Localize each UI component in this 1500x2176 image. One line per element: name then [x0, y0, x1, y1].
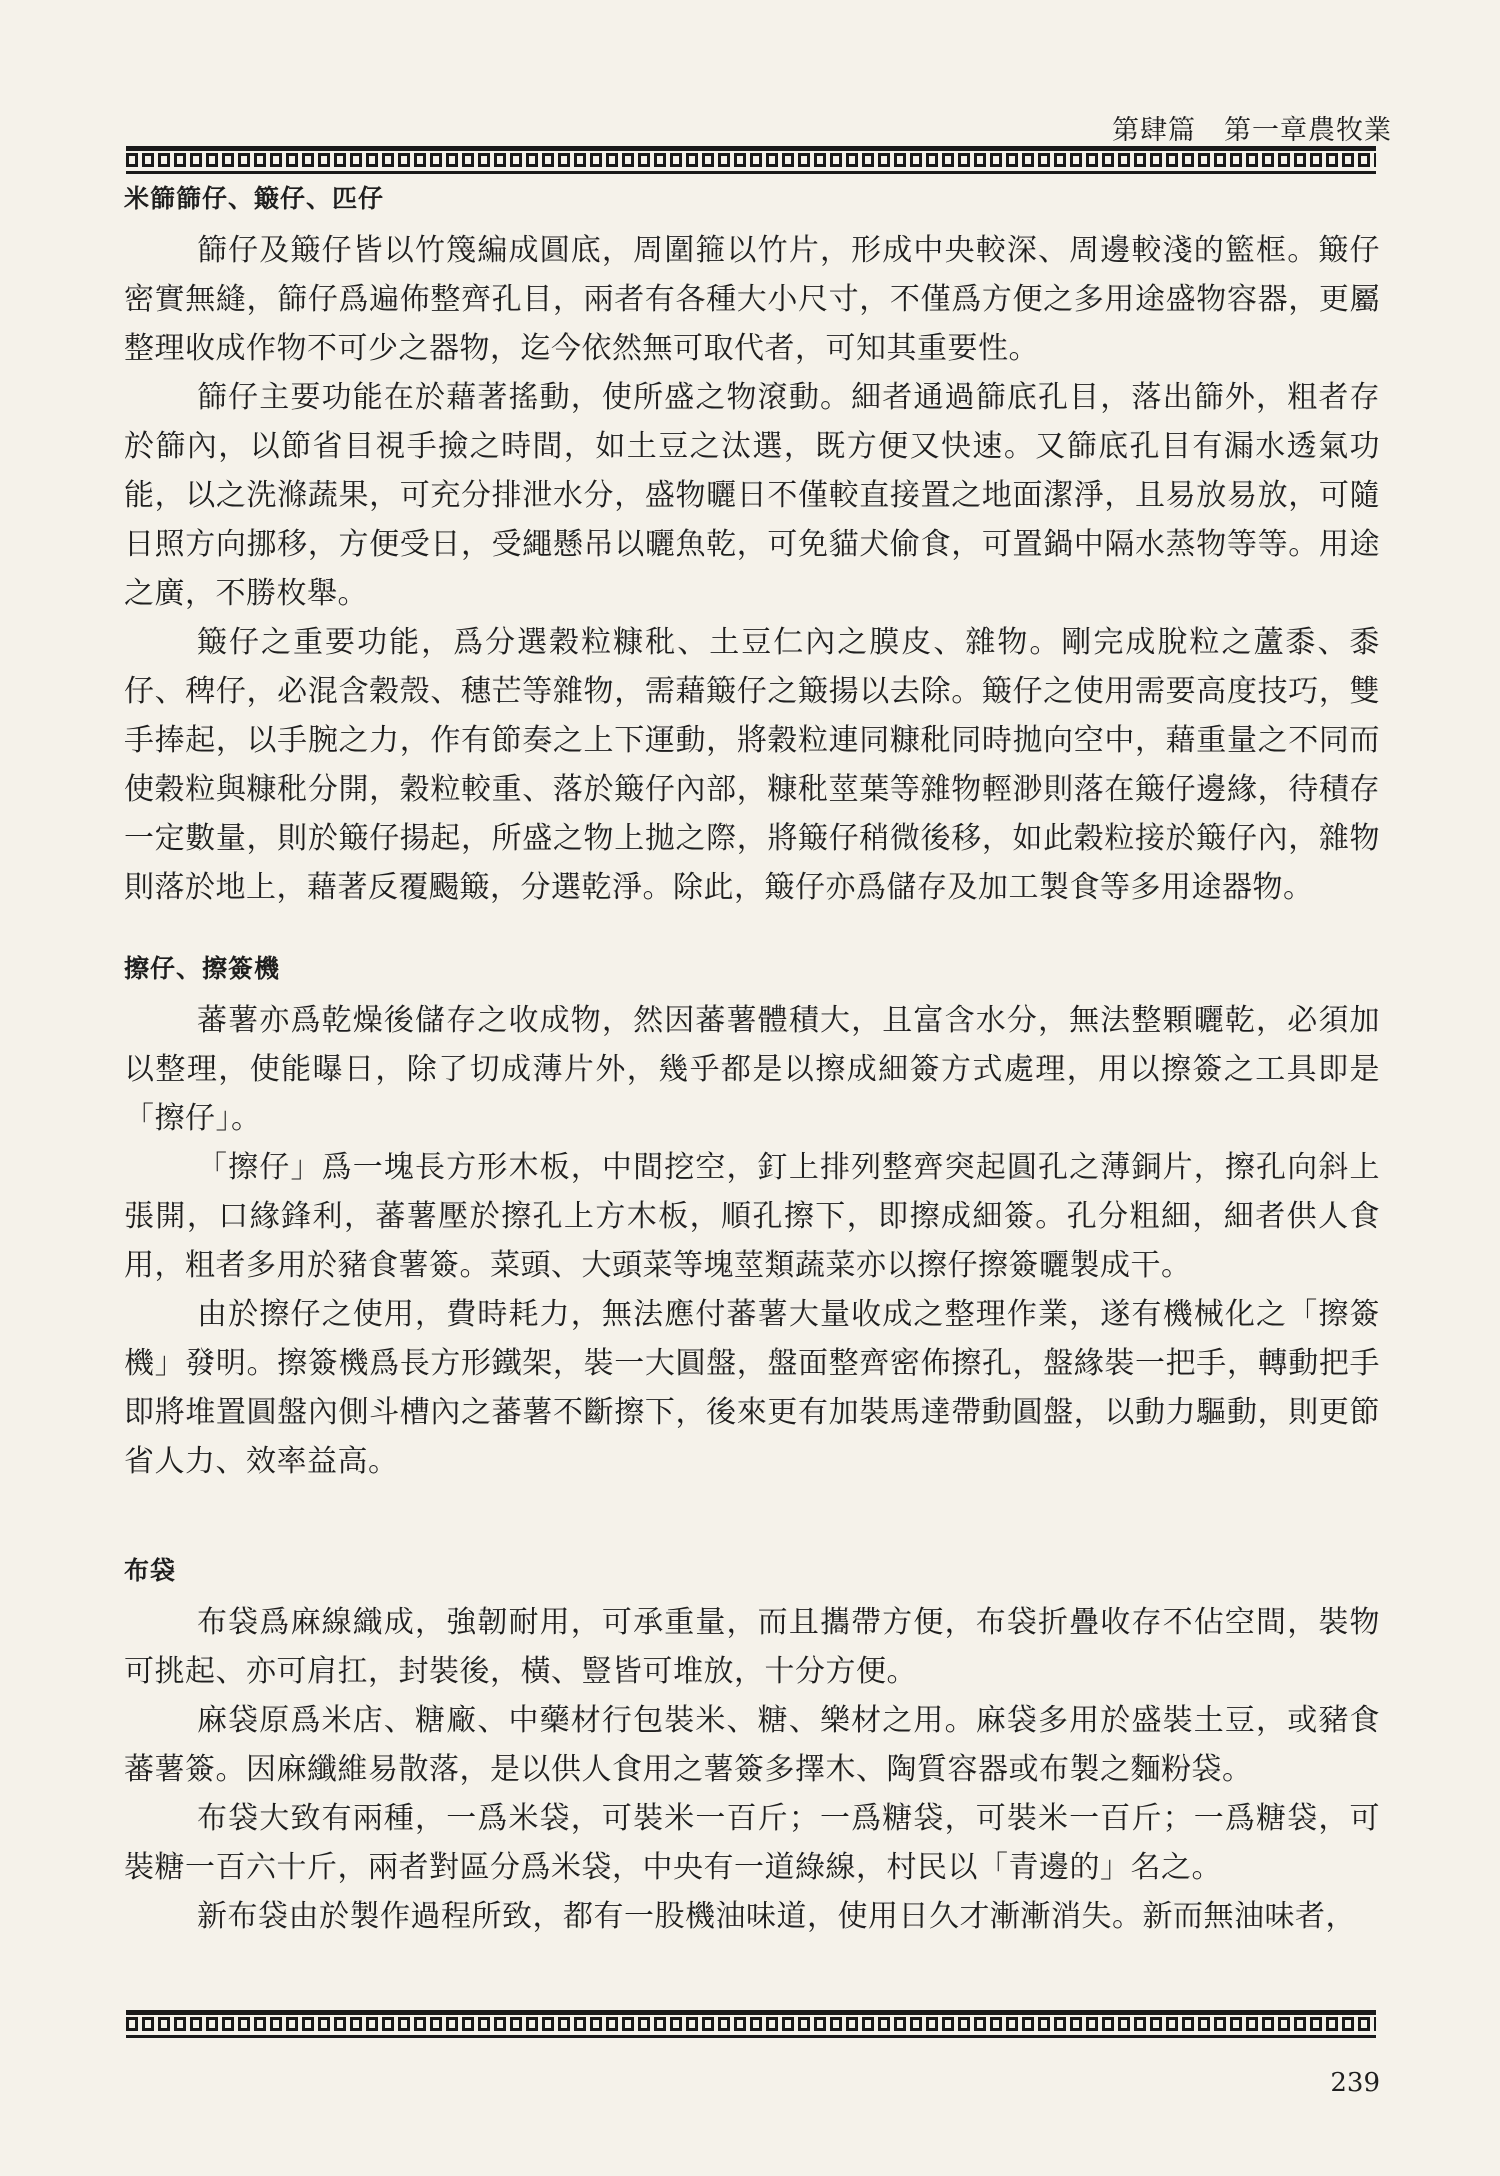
paragraph: 麻袋原爲米店、糖廠、中藥材行包裝米、糖、樂材之用。麻袋多用於盛裝土豆，或豬食蕃薯簽。因麻纖維易散落，是以供人食用之薯簽多擇木、陶質容器或布製之麵粉袋。: [124, 1703, 1380, 1787]
page-body: [124, 178, 1380, 1941]
paragraph: 由於擦仔之使用，費時耗力，無法應付蕃薯大量收成之整理作業，遂有機械化之「擦簽機」發明。擦簽機爲長方形鐵架，裝一大圓盤，盤面整齊密佈擦孔，盤緣裝一把手，轉動把手即將堆置圓盤內側斗槽內之蕃薯不斷擦下，後來更有加裝馬達帶動圓盤，以動力驅動，則更節省人力、效率益高。: [124, 1297, 1380, 1479]
section-heading: 米篩篩仔、簸仔、匹仔: [124, 184, 385, 213]
paragraph: 布袋爲麻線織成，強韌耐用，可承重量，而且攜帶方便，布袋折疊收存不佔空間，裝物可挑起、亦可肩扛，封裝後，橫、豎皆可堆放，十分方便。: [124, 1605, 1380, 1689]
section-sack: [124, 1550, 1380, 1941]
page-number: 239: [1330, 2068, 1380, 2098]
paragraph: 篩仔及簸仔皆以竹篾編成圓底，周圍箍以竹片，形成中央較深、周邊較淺的籃框。簸仔密實無縫，篩仔爲遍佈整齊孔目，兩者有各種大小尺寸，不僅爲方便之多用途盛物容器，更屬整理收成作物不可少之器物，迄今依然無可取代者，可知其重要性。: [124, 233, 1380, 366]
section-heading: 布袋: [124, 1556, 177, 1585]
top-ornamental-border: [126, 146, 1376, 174]
bottom-ornamental-border: [126, 2010, 1376, 2038]
paragraph: 布袋大致有兩種，一爲米袋，可裝米一百斤；一爲糖袋，可裝米一百斤；一爲糖袋，可裝糖一百六十斤，兩者對區分爲米袋，中央有一道綠線，村民以「青邊的」名之。: [124, 1801, 1380, 1885]
running-title: 第肆篇 第一章農牧業: [1112, 115, 1392, 146]
section-grater: [124, 948, 1380, 1486]
paragraph: 簸仔之重要功能，爲分選穀粒糠秕、土豆仁內之膜皮、雜物。剛完成脫粒之蘆黍、黍仔、稗仔，必混含穀殼、穗芒等雜物，需藉簸仔之簸揚以去除。簸仔之使用需要高度技巧，雙手捧起，以手腕之力，作有節奏之上下運動，將穀粒連同糠秕同時拋向空中，藉重量之不同而使穀粒與糠秕分開，穀粒較重、落於簸仔內部，糠秕莖葉等雜物輕渺則落在簸仔邊緣，待積存一定數量，則於簸仔揚起，所盛之物上拋之際，將簸仔稍微後移，如此穀粒接於簸仔內，雜物則落於地上，藉著反覆颺簸，分選乾淨。除此，簸仔亦爲儲存及加工製食等多用途器物。: [124, 625, 1380, 905]
paragraph: 「擦仔」爲一塊長方形木板，中間挖空，釘上排列整齊突起圓孔之薄銅片，擦孔向斜上張開，口緣鋒利，蕃薯壓於擦孔上方木板，順孔擦下，即擦成細簽。孔分粗細，細者供人食用，粗者多用於豬食薯簽。菜頭、大頭菜等塊莖類蔬菜亦以擦仔擦簽曬製成干。: [124, 1150, 1380, 1283]
paragraph: 新布袋由於製作過程所致，都有一股機油味道，使用日久才漸漸消失。新而無油味者，: [197, 1899, 1356, 1934]
paragraph: 篩仔主要功能在於藉著搖動，使所盛之物滾動。細者通過篩底孔目，落出篩外，粗者存於篩內，以節省目視手撿之時間，如土豆之汰選，既方便又快速。又篩底孔目有漏水透氣功能，以之洗滌蔬果，可充分排泄水分，盛物曬日不僅較直接置之地面潔淨，且易放易放，可隨日照方向挪移，方便受日，受繩懸吊以曬魚乾，可免貓犬偷食，可置鍋中隔水蒸物等等。用途之廣，不勝枚舉。: [124, 380, 1380, 611]
paragraph: 蕃薯亦爲乾燥後儲存之收成物，然因蕃薯體積大，且富含水分，無法整顆曬乾，必須加以整理，使能曝日，除了切成薄片外，幾乎都是以擦成細簽方式處理，用以擦簽之工具即是「擦仔」。: [124, 1003, 1380, 1136]
section-sieves: [124, 178, 1380, 912]
section-heading: 擦仔、擦簽機: [124, 954, 281, 983]
